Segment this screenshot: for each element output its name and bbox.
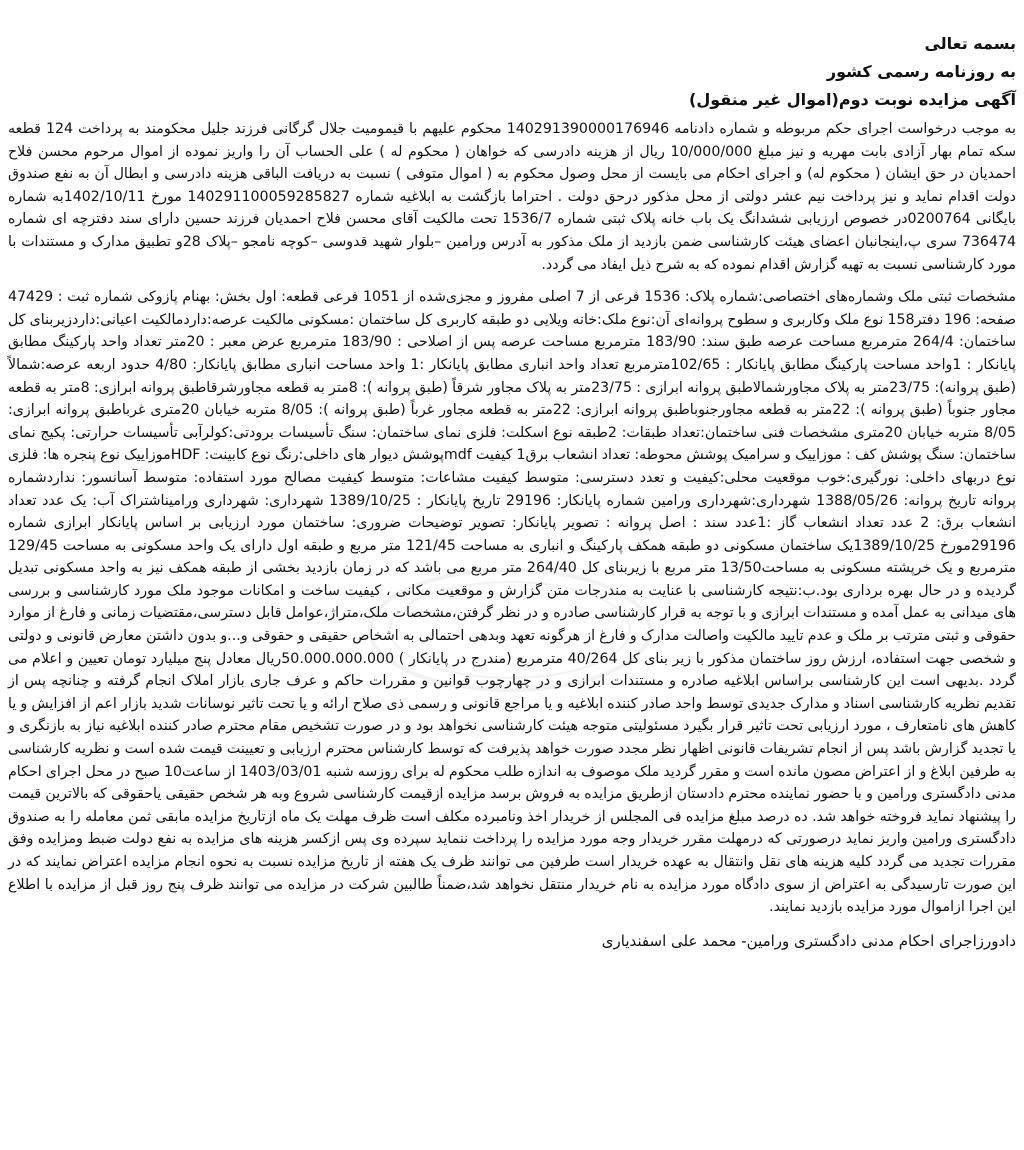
- signature-line: دادورزاجرای احکام مدنی دادگستری ورامین- محمد علی اسفندیاری: [601, 931, 1016, 950]
- intro-paragraph: به موجب درخواست اجرای حکم مربوطه و شماره دادنامه 140291390000176946 محکوم علیهم با قیمومیت جلال گرگانی فرزند جلیل محکومند به پرداخت 124 قطعه سکه تمام بهار آزادی بابت مهریه و نیز مبلغ 10/000/000 ریال از هزینه دادرسی که خواهان ( محکوم له ) علی الحساب آن را واریز نموده از اموال مرحوم محسن فلاح احمدیان در حق ایشان ( محکوم له) و اجرای احکام می بایست از محل وصول محکوم به ( اموال متوفی ) نسبت به دریافت الباقی هزینه دادرسی و ابطال آن به نفع صندوق دولت اقدام نماید و نیز پرداخت نیم عشر دولتی از محل مذکور درحق دولت . احتراما بازگشت به ابلاغیه شماره 140291100059285827 مورخ 1402/10/11به شماره بایگانی 0200764در خصوص ارزیابی ششدانگ یک باب خانه پلاک ثبتی شماره 1536/7 تحت مالکیت آقای محسن فلاح احمدیان فرزند حسین دارای سند دفترچه ای شماره 736474 سری پ،اینجانبان اعضای هیئت کارشناسی ضمن بازدید از ملک مذکور به آدرس ورامین –بلوار شهید قدوسی –کوچه نامجو –پلاک 28و تطبیق مدارک و مستندات با مورد کارشناسی نسبت به تهیه گزارش اقدام نموده که به شرح ذیل ایفاد می گردد.: [8, 121, 1017, 273]
- notice-title: آگهی مزایده نوبت دوم(اموال غیر منقول): [689, 90, 1016, 109]
- bismillah-heading: بسمه تعالی: [924, 34, 1016, 53]
- addressee-heading: به روزنامه رسمی کشور: [826, 62, 1016, 81]
- details-paragraph: مشخصات ثبتی ملک وشماره‌های اختصاصی:شماره پلاک: 1536 فرعی از 7 اصلی مفروز و مجزی‌شده از 1051 فرعی قطعه: اول بخش: بهنام پازوکی شماره ثبت : 47429 صفحه: 196 دفتر158 نوع ملک وکاربری و سطوح پروانه‌ای آن:نوع ملک:خانه ویلایی دو طبقه کاربری کل ساختمان :مسکونی مالکیت عرصه:داردمالکیت اعیانی:داردزیربنای کل ساختمان: 264/4 مترمربع مساحت عرصه طبق سند: 183/90 مترمربع مساحت عرصه پس از اصلاحی : 183/90 مترمربع عرض معبر : 20متر تعداد واحد پارکینگ مطابق پایانکار : 1واحد مساحت پارکینگ مطابق پایانکار : 102/65مترمربع تعداد واحد انباری مطابق پایانکار :1 واحد مساحت انباری مطابق پایانکار: 4/80 حدود اربعه عرصه:شمالاً (طبق پروانه): 23/75متر به پلاک مجاورشمالاطبق پروانه ابرازی : 23/75متر به پلاک مجاور شرقاً (طبق پروانه ): 8متر به قطعه مجاورشرقاطبق پروانه ابرازی: 8متر به قطعه مجاور جنوباً (طبق پروانه ): 22متر به قطعه مجاورجنوباطبق پروانه ابرازی: 22متر به قطعه مجاور غرباً (طبق پروانه ): 8/05 متربه خیابان 20متری غرباطبق پروانه ابرازی: 8/05 متربه خیابان 20متری مشخصات فنی ساختمان:تعداد طبقات: 2طبقه نوع اسکلت: فلزی نمای ساختمان: سنگ تأسیسات برودتی:کولرآبی تأسیسات حرارتی: پکیج نمای ساختمان: سنگ پوشش کف : موزاییک و سرامیک پوشش محوطه: تعداد انشعاب برق1 کیفیت mdfپوشش دیوار های داخلی:رنگ نوع کابینت: HDFموزاییک نوع پنجره ها: فلزی نوع دربهای داخلی: نورگیری:خوب موقعیت محلی:کیفیت و تعدد دسترسی: متوسط کیفیت مشاعات: متوسط کیفیت مصالح مورد استفاده: متوسط آسانسور: نداردشماره پروانه تاریخ پروانه: 1388/05/26 شهرداری:شهرداری ورامین شماره پایانکار: 29196 تاریخ پایانکار : 1389/10/25 شهرداری: شهرداری ورامیناشتراک آب: یک عدد تعداد انشعاب برق: 2 عدد تعداد انشعاب گاز :1عدد سند : اصل پروانه : تصویر پایانکار: تصویر توضیحات ضروری: ساختمان مورد ارزیابی بر اساس پایانکار ابرازی شماره 29196مورخ 1389/10/25یک ساختمان مسکونی دو طبقه همکف پارکینگ و انباری به مساحت 121/45 متر مربع و طبقه اول دارای یک واحد مسکونی به مساحت 129/45 مترمربع و یک خرپشته مسکونی به مساحت13/50 متر مربع با زیربنای کل 264/40 متر مربع می باشد که در زمان بازدید بخشی از طبقه همکف نیز به واحد مسکونی تبدیل گردیده و در حال بهره برداری بود.ب:نتیجه کارشناسی با عنایت به مندرجات متن گزارش و موقعیت مکانی ، کیفیت ساخت و امکانات موجود ملک مورد کارشناسی و بررسی های میدانی به عمل آمده و مستندات ابرازی و با توجه به قرار کارشناسی صادره و در نظر گرفتن،مشخصات ملک،متراژ،عوامل قابل دسترسی،مقتضیات زمانی و فارغ از موارد حقوقی و ثبتی مترتب بر ملک و عدم تایید مالکیت واصالت مدارک و فارغ از هرگونه تعهد وبدهی احتمالی به اشخاص حقیقی و حقوقی و...و بدون داشتن معارض قانونی و دولتی و شخصی جهت استفاده، ارزش روز ساختمان مذکور با زیر بنای کل 40/264 مترمربع (مندرج در پایانکار ) 50.000.000.000ریال معادل پنج میلیارد تومان تعیین و اعلام می گردد .بدیهی است این کارشناسی براساس ابلاغیه صادره و مستندات ابرازی و در چهارچوب قوانین و مقررات حاکم و عرف جاری بازار املاک انجام گرفته و چنانچه پس از تقدیم نظریه کارشناسی اسناد و مدارک جدیدی توسط واحد صادر کننده ابلاغیه و یا مراجع قانونی و رسمی ذی صلاح ارائه و یا تحت تاثیر نوسانات شدید بازار اعم از افزایش و یا کاهش های نامتعارف ، مورد ارزیابی تحت تاثیر قرار بگیرد مسئولیتی متوجه هیئت کارشناسی نخواهد بود و در صورت تشخیص مقام محترم صادر کننده ابلاغیه نیاز به بازنگری و یا تجدید گزارش باشد پس از انجام تشریفات قانونی اظهار نظر مجدد صورت خواهد پذیرفت که توسط کارشناس محترم ارزیابی و تعیینت قیمت شده است و نظریه کارشناسی به طرفین ابلاغ و از اعتراض مصون مانده است و مقرر گردید ملک موصوف به اندازه طلب محکوم له برای روزسه شنبه 1403/03/01 از ساعت10 صبح در محل اجرای احکام مدنی دادگستری ورامین و با حضور نماینده محترم دادستان ازطریق مزایده به فروش برسد مزایده ازقیمت کارشناسی شروع وبه هر شخص حقیقی یاحقوقی که بالاترین قیمت را پیشنهاد نماید فروخته خواهد شد. ده درصد مبلغ مزایده فی المجلس از خریدار اخذ ونامبرده مکلف است ظرف مهلت یک ماه ازتاریخ مزایده مابقی ثمن معامله را به صندوق دادگستری ورامین واریز نماید درصورتی که درمهلت مقرر خریدار وجه مورد مزایده را پرداخت ننماید سپرده وی پس ازکسر هزینه های مزایده به نفع دولت ضبط ومزایده وفق مقررات تجدید می گردد کلیه هزینه های نقل وانتقال به عهده خریدار است طرفین می توانند ظرف یک هفته از تاریخ مزایده نسبت به نحوه انجام مزایده اعتراض نمایند که در این صورت تارسیدگی به اعتراض از سوی دادگاه مورد مزایده به نام خریدار منتقل نخواهد شد،ضمناً طالبین شرکت در مزایده می توانند ظرف پنج روز قبل از مزایده با اطلاع این اجرا ازاموال مورد مزایده بازدید نمایند.: [8, 289, 1017, 916]
